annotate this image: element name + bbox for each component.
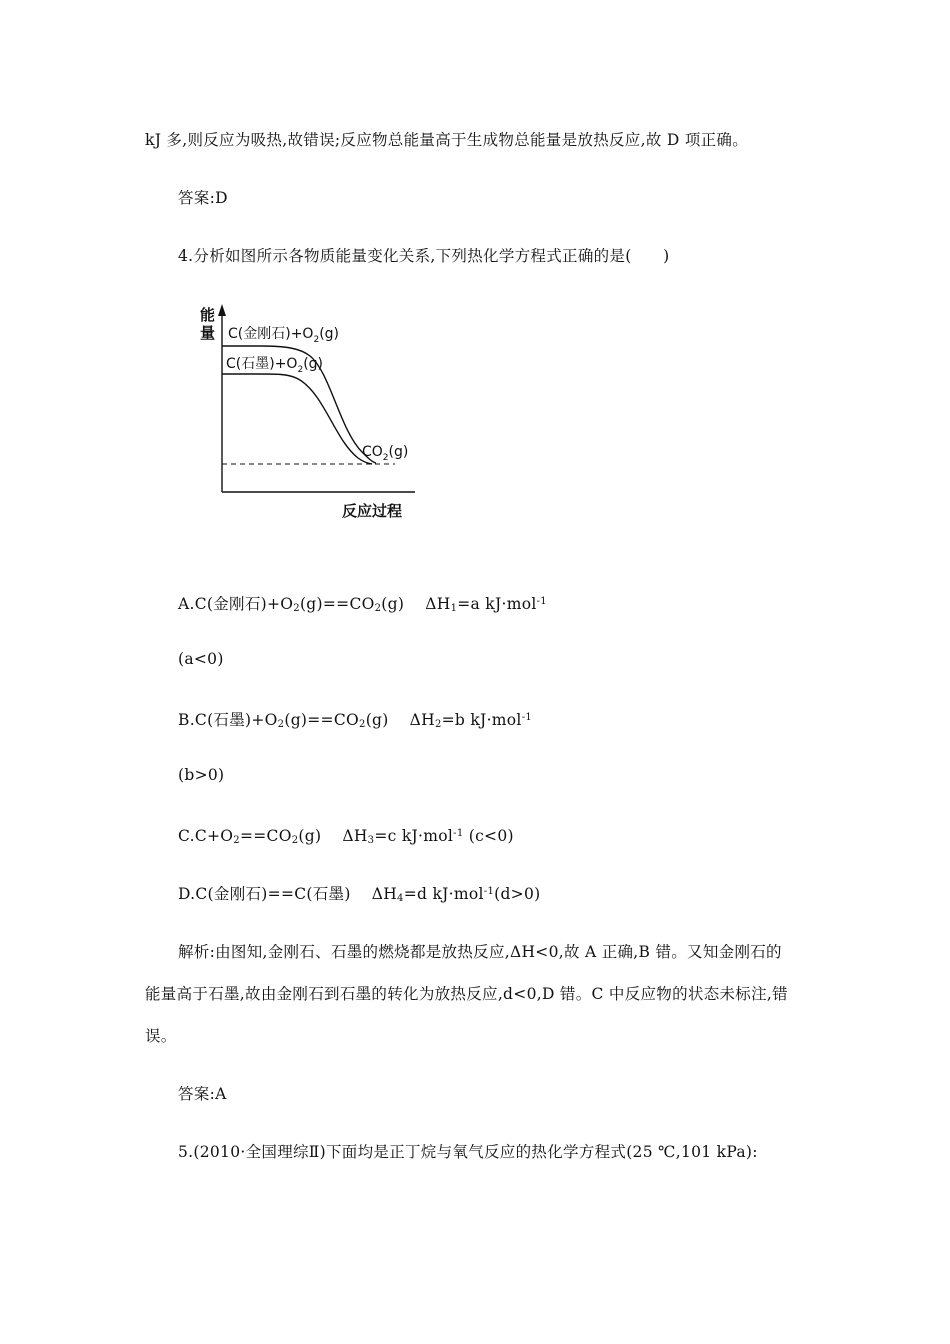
question-4: 4.分析如图所示各物质能量变化关系,下列热化学方程式正确的是( )	[178, 247, 670, 265]
diamond-label: C(金刚石)$+O_2(g)$	[228, 326, 339, 345]
analysis-line-3: 误。	[145, 1027, 177, 1045]
y-axis-arrow-icon	[218, 304, 226, 316]
option-a-condition: (a<0)	[178, 650, 224, 668]
product-label: $CO_2(g)$	[362, 444, 409, 463]
option-a: A.C(金刚石)$+O_2(g)==CO_2(g)$ $\Delta H_1=a$ kJ·mol$^{-1}$	[178, 595, 547, 614]
x-label: 反应过程	[342, 502, 403, 520]
y-label-1: 能	[200, 306, 216, 324]
analysis-line-1: 解析:由图知,金刚石、石墨的燃烧都是放热反应,ΔH<0,故 A 正确,B 错。又知金刚石的	[178, 943, 782, 961]
analysis-line-2: 能量高于石墨,故由金刚石到石墨的转化为放热反应,d<0,D 错。C 中反应物的状态未标注,错	[145, 985, 788, 1003]
energy-diagram	[190, 300, 430, 530]
option-b-condition: (b>0)	[178, 766, 225, 784]
option-c: $C.C+O_2==CO_2(g)$ $\Delta H_3=c$ kJ·mol$^{-1}$ (c<0)	[178, 827, 514, 846]
answer-3: 答案:D	[178, 189, 228, 207]
graphite-curve	[222, 374, 372, 464]
y-label-2: 量	[200, 324, 216, 342]
option-b: B.C(石墨)$+O_2(g)==CO_2(g)$ $\Delta H_2=b$ kJ·mol$^{-1}$	[178, 711, 533, 730]
answer-4: 答案:A	[178, 1085, 227, 1103]
question-5: 5.(2010·全国理综Ⅱ)下面均是正丁烷与氧气反应的热化学方程式(25 ℃,101 kPa):	[178, 1143, 758, 1161]
paragraph-continuation: kJ 多,则反应为吸热,故错误;反应物总能量高于生成物总能量是放热反应,故 D 项正确。	[145, 131, 749, 149]
graphite-label: C(石墨)$+O_2(g)$	[226, 356, 323, 375]
option-d: D.C(金刚石)==C(石墨) $\Delta H_4=d$ kJ·mol$^{-1}$(d>0)	[178, 885, 541, 904]
